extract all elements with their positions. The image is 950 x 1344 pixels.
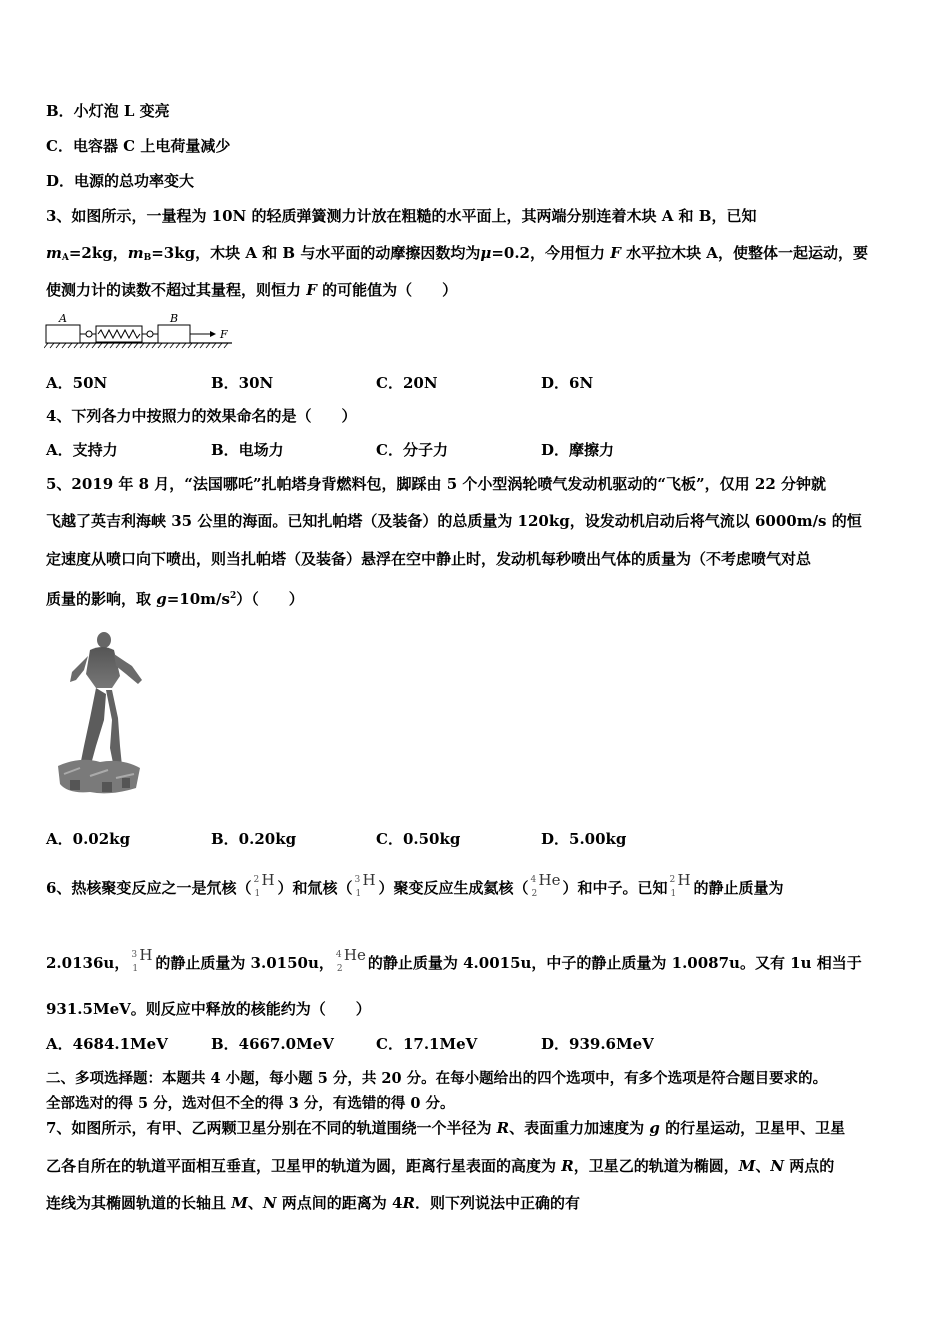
q3-option-c: C．20N <box>376 374 438 392</box>
q5-option-d: D．5.00kg <box>541 830 627 848</box>
q5-stem-line2: 飞越了英吉利海峡 35 公里的海面。已知扎帕塔（及装备）的总质量为 120kg，设发动机启动后将气流以 6000m/s 的恒 <box>46 512 862 530</box>
q7-stem-line2: 乙各自所在的轨道平面相互垂直，卫星甲的轨道为圆，距离行星表面的高度为 R，卫星乙的轨道为椭圆，M、N 两点的 <box>46 1157 835 1175</box>
q3-stem-line2: $m_A=2kg$，$m_B=3kg$，木块 A 和 B 与水平面的动摩擦因数均为μ=0.2，今用恒力 F 水平拉木块 A，使整体一起运动，要 <box>46 244 868 263</box>
block-b-label: B <box>169 312 179 325</box>
q3-option-a: A．50N <box>46 374 108 392</box>
q7-stem-line3: 连线为其椭圆轨道的长轴且 M、N 两点间的距离为 4R．则下列说法中正确的有 <box>46 1194 580 1212</box>
tritium-symbol: 3 1 H <box>354 871 376 899</box>
q6-option-a: A．4684.1MeV <box>46 1035 168 1053</box>
q4-option-b: B．电场力 <box>211 441 284 459</box>
q5-stem-line4: 质量的影响，取 $g=10m/s^2$）（ ） <box>46 590 304 608</box>
deuterium-symbol: 2 1 H <box>253 871 275 899</box>
helium-symbol-2: 4 2 He <box>335 946 366 974</box>
q4-option-a: A．支持力 <box>46 441 118 459</box>
q6-stem-line2: 2.0136u， 3 1 H 的静止质量为 3.0150u， 4 2 He 的静止质量为 4.0015u，中子的静止质量为 1.0087u。又有 1u 相当于 <box>46 946 862 974</box>
q3-option-d: D．6N <box>541 374 594 392</box>
q6-option-b: B．4667.0MeV <box>211 1035 334 1053</box>
q5-option-a: A．0.02kg <box>46 830 131 848</box>
q2-option-b: B．小灯泡 L 变亮 <box>46 102 170 120</box>
q6-stem-line1: 6、热核聚变反应之一是氘核（ 2 1 H ）和氚核（ 3 1 H ）聚变反应生成氦核（ 4 2 He ）和中子。已知 2 1 H 的静止质量为 <box>46 871 784 899</box>
q5-stem-line3: 定速度从喷口向下喷出，则当扎帕塔（及装备）悬浮在空中静止时，发动机每秒喷出气体的质量为（不考虑喷气对总 <box>46 550 812 568</box>
q4-stem: 4、下列各力中按照力的效果命名的是（ ） <box>46 407 357 425</box>
q5-option-c: C．0.50kg <box>376 830 461 848</box>
q7-stem-line1: 7、如图所示，有甲、乙两颗卫星分别在不同的轨道围绕一个半径为 R、表面重力加速度为 g 的行星运动，卫星甲、卫星 <box>46 1119 846 1137</box>
q6-option-c: C．17.1MeV <box>376 1035 478 1053</box>
tritium-symbol-2: 3 1 H <box>131 946 153 974</box>
q6-option-d: D．939.6MeV <box>541 1035 654 1053</box>
block-a <box>46 325 80 343</box>
force-label: F <box>220 328 228 341</box>
section2-heading-line2: 全部选对的得 5 分，选对但不全的得 3 分，有选错的得 0 分。 <box>46 1095 455 1112</box>
flyboard-rider-photo <box>50 628 150 798</box>
q2-option-d: D．电源的总功率变大 <box>46 172 195 190</box>
q3-option-b: B．30N <box>211 374 274 392</box>
block-a-label: A <box>59 312 67 325</box>
section2-heading-line1: 二、多项选择题：本题共 4 小题，每小题 5 分，共 20 分。在每小题给出的四个选项中，有多个选项是符合题目要求的。 <box>46 1070 828 1087</box>
q4-option-c: C．分子力 <box>376 441 448 459</box>
q4-option-d: D．摩擦力 <box>541 441 615 459</box>
deuterium-symbol-2: 2 1 H <box>669 871 691 899</box>
q5-option-b: B．0.20kg <box>211 830 297 848</box>
block-b <box>158 325 190 343</box>
helium-symbol: 4 2 He <box>530 871 561 899</box>
q5-stem-line1: 5、2019 年 8 月，“法国哪吒”扎帕塔身背燃料包，脚踩由 5 个小型涡轮喷气发动机驱动的“飞板”，仅用 22 分钟就 <box>46 475 827 493</box>
spring-balance-figure <box>44 310 236 352</box>
q6-stem-line3: 931.5MeV。则反应中释放的核能约为（ ） <box>46 1000 371 1018</box>
q2-option-c: C．电容器 C 上电荷量减少 <box>46 137 231 155</box>
q3-stem-line3: 使测力计的读数不超过其量程，则恒力 F 的可能值为（ ） <box>46 281 458 299</box>
q3-stem-line1: 3、如图所示，一量程为 10N 的轻质弹簧测力计放在粗糙的水平面上，其两端分别连着木块 A 和 B，已知 <box>46 207 757 225</box>
force-arrow-icon <box>210 331 216 337</box>
